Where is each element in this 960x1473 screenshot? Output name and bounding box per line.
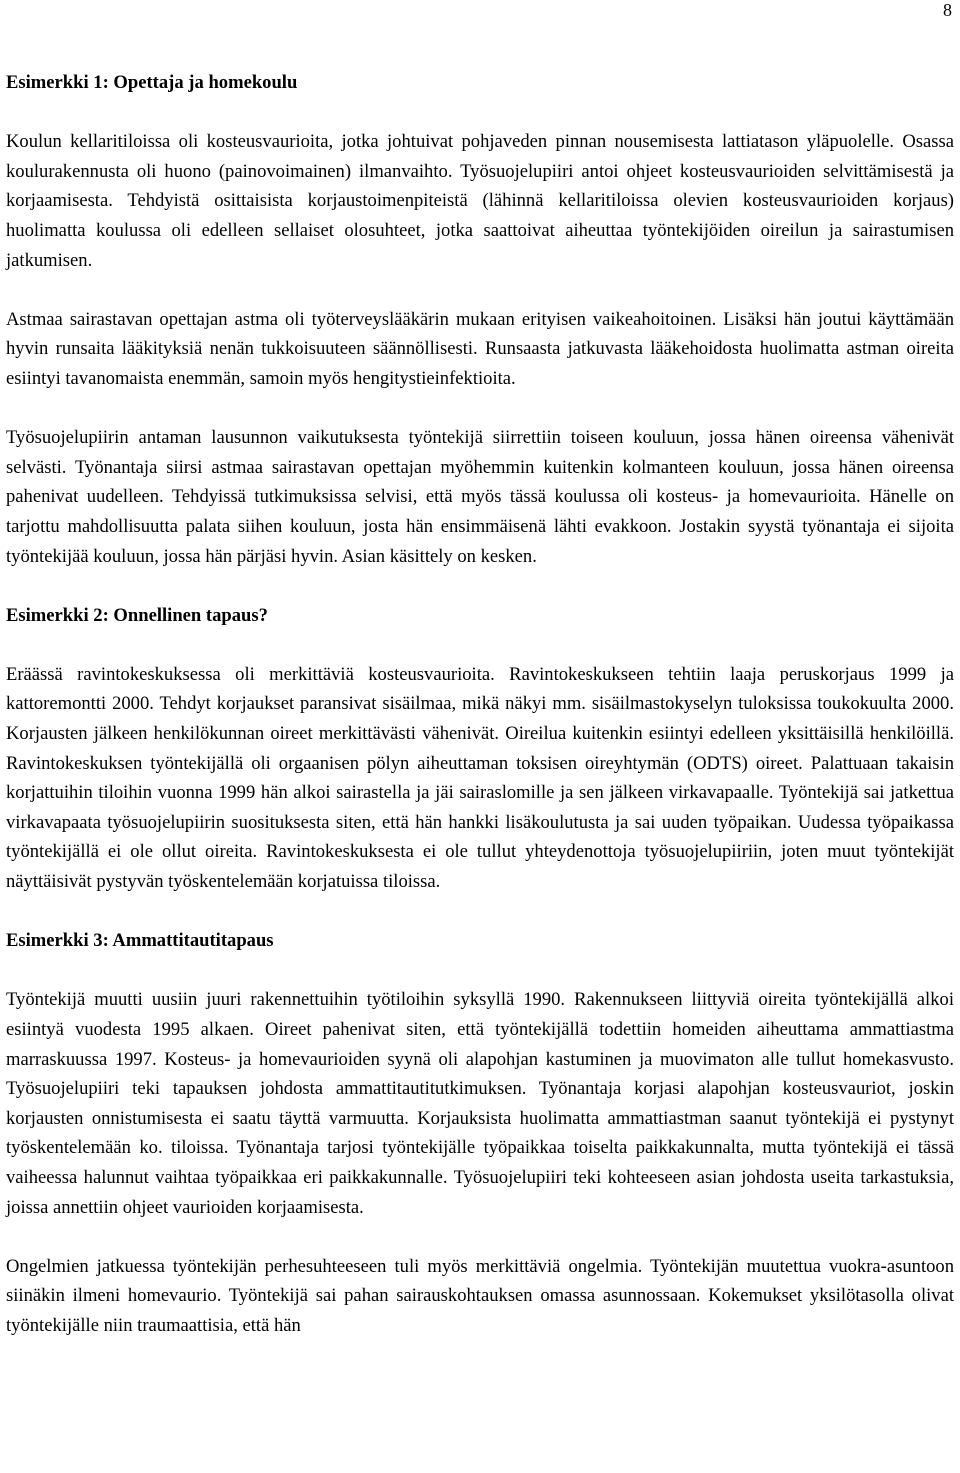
example-1-paragraph-3: Työsuojelupiirin antaman lausunnon vaikutuksesta työntekijä siirrettiin toiseen kouluun, jossa hänen oireensa vähenivät selvästi. Työnantaja siirsi astmaa sairastavan opettajan myöhemmin kuitenkin kolmanteen kouluun, jossa hänen oireensa pahenivat uudelleen. Tehdyissä tutkimuksissa selvisi, että myös tässä koulussa oli kosteus- ja homevaurioita. Hänelle on tarjottu mahdollisuutta palata siihen kouluun, josta hän ensimmäisenä lähti evakkoon. Jostakin syystä työnantaja ei sijoita työntekijää kouluun, jossa hän pärjäsi hyvin. Asian käsittely on kesken. [6, 427, 954, 567]
example-2-section [6, 601, 954, 897]
example-2-heading: Esimerkki 2: Onnellinen tapaus? [6, 604, 268, 626]
example-3-heading: Esimerkki 3: Ammattitautitapaus [6, 930, 274, 952]
example-1-paragraph-1: Koulun kellaritiloissa oli kosteusvaurioita, jotka johtuivat pohjaveden pinnan nousemisesta lattiatason yläpuolelle. Osassa koulurakennusta oli huono (painovoimainen) ilmanvaihto. Työsuojelupiiri antoi ohjeet kosteusvaurioiden selvittämisestä ja korjaamisesta. Tehdyistä osittaisista korjaustoimenpiteistä (lähinnä kellaritiloissa olevien kosteusvaurioiden korjaus) huolimatta koulussa oli edelleen sellaiset olosuhteet, jotka saattoivat aiheuttaa työntekijöiden oireilun ja sairastumisen jatkumisen. [6, 131, 954, 271]
example-1-section [6, 68, 954, 571]
page-number: 8 [943, 0, 952, 20]
example-3-paragraph-2: Ongelmien jatkuessa työntekijän perhesuhteeseen tuli myös merkittäviä ongelmia. Työntekijän muutettua vuokra-asuntoon siinäkin ilmeni homevaurio. Työntekijä sai pahan sairauskohtauksen omassa asunnossaan. Kokemukset yksilötasolla olivat työntekijälle niin traumaattisia, että hän [6, 1255, 954, 1336]
document-body [6, 68, 954, 1370]
example-3-section [6, 926, 954, 1340]
example-3-paragraph-1: Työntekijä muutti uusiin juuri rakennettuihin työtiloihin syksyllä 1990. Rakennukseen liittyviä oireita työntekijällä alkoi esiintyä vuodesta 1995 alkaen. Oireet pahenivat siten, että työntekijällä todettiin homeiden aiheuttama ammattiastma marraskuussa 1997. Kosteus- ja homevaurioiden syynä oli alapohjan kastuminen ja muovimaton alle tullut homekasvusto. Työsuojelupiiri teki tapauksen johdosta ammattitautitutkimuksen. Työnantaja korjasi alapohjan kosteusvauriot, joskin korjausten onnistumisesta ei saatu täyttä varmuutta. Korjauksista huolimatta ammattiastman saanut työntekijä ei pystynyt työskentelemään ko. tiloissa. Työnantaja tarjosi työntekijälle työpaikkaa toiselta paikkakunnalta, mutta työntekijä ei tässä vaiheessa halunnut vaihtaa työpaikkaa eri paikkakunnalle. Työsuojelupiiri teki kohteeseen asian johdosta useita tarkastuksia, joissa annettiin ohjeet vaurioiden korjaamisesta. [6, 989, 954, 1218]
example-1-heading: Esimerkki 1: Opettaja ja homekoulu [6, 72, 298, 93]
example-1-paragraph-2: Astmaa sairastavan opettajan astma oli työterveyslääkärin mukaan erityisen vaikeahoitoinen. Lisäksi hän joutui käyttämään hyvin runsaita lääkityksiä nenän tukkoisuuteen säännöllisesti. Runsaasta jatkuvasta lääkehoidosta huolimatta astman oireita esiintyi tavanomaista enemmän, samoin myös hengitystieinfektioita. [6, 308, 954, 389]
example-2-paragraph-1: Eräässä ravintokeskuksessa oli merkittäviä kosteusvaurioita. Ravintokeskukseen tehtiin laaja peruskorjaus 1999 ja kattoremontti 2000. Tehdyt korjaukset paransivat sisäilmaa, mikä näkyi mm. sisäilmastokyselyn tuloksissa toukokuulta 2000. Korjausten jälkeen henkilökunnan oireet merkittävästi vähenivät. Oireilua kuitenkin esiintyi edelleen yksittäisillä henkilöillä. Ravintokeskuksen työntekijällä oli orgaanisen pölyn aiheuttaman toksisen oireyhtymän (ODTS) oireet. Palattuaan takaisin korjattuihin tiloihin vuonna 1999 hän alkoi sairastella ja jäi sairaslomille ja sen jälkeen virkavapaalle. Työntekijä sai jatkettua virkavapaata työsuojelupiirin suosituksesta siten, että hän hankki lisäkoulutusta ja sai uuden työpaikan. Uudessa työpaikassa työntekijällä ei ole ollut oireita. Ravintokeskuksesta ei ole tullut yhteydenottoja työsuojelupiiriin, joten muut työntekijät näyttäisivät pystyvän työskentelemään korjatuissa tiloissa. [6, 663, 954, 893]
